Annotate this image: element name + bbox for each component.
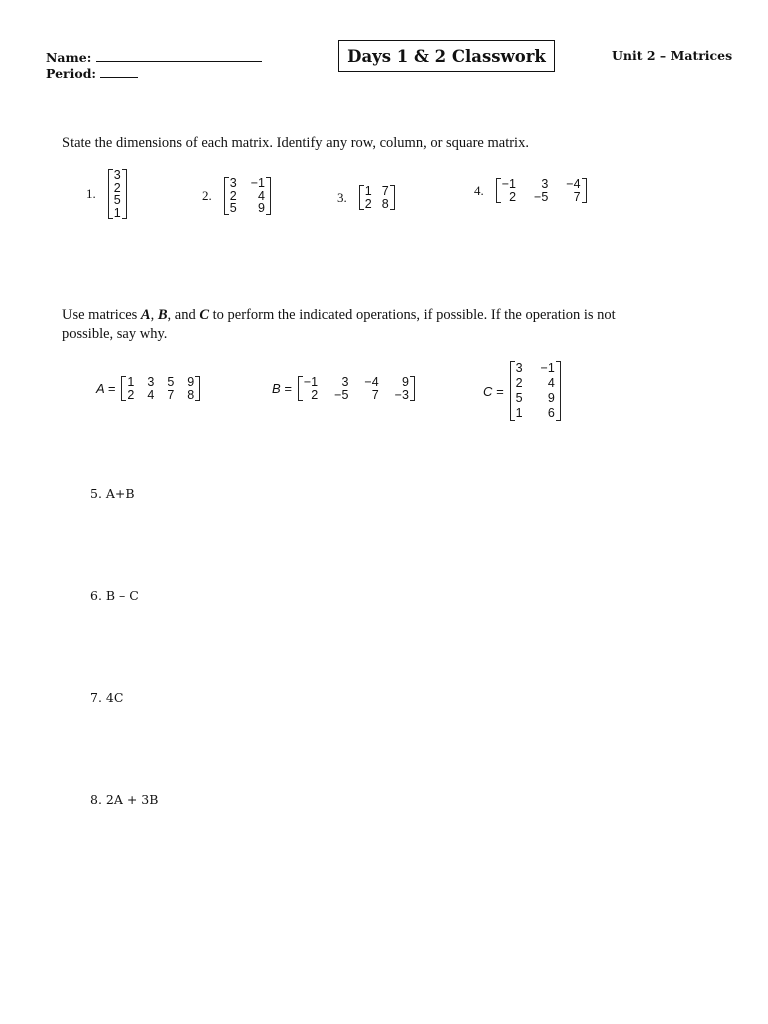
problem-number: 2.: [202, 187, 212, 203]
matrix-cell: 3: [229, 176, 237, 190]
problem-3-matrix: [359, 185, 395, 210]
period-blank-line[interactable]: [100, 67, 138, 78]
matrix-cell: −1: [250, 176, 265, 190]
matrix-cell: 2: [127, 387, 135, 402]
matrix-cell: 2: [364, 196, 372, 211]
matrix-cell: −5: [334, 387, 349, 402]
matrix-c: [483, 361, 561, 421]
problem-3: [337, 185, 395, 210]
matrix-a-grid: [121, 376, 200, 401]
problem-number: 3.: [337, 189, 347, 205]
matrix-cell: −4: [364, 375, 379, 389]
matrix-cell: 9: [258, 201, 265, 215]
matrix-cell: 9: [547, 391, 555, 405]
matrix-cell: 1: [364, 184, 372, 198]
matrix-cell: 3: [541, 177, 549, 191]
matrix-cell: 3: [147, 375, 155, 389]
matrix-label: C =: [483, 383, 504, 399]
unit-label: Unit 2 – Matrices: [612, 48, 733, 63]
matrix-cell: 8: [187, 387, 195, 402]
matrix-label: A =: [96, 381, 116, 396]
matrix-a: [96, 376, 200, 401]
worksheet-title-text: Days 1 & 2 Classwork: [347, 46, 546, 66]
matrix-cell: 5: [229, 201, 237, 215]
matrix-cell: 7: [573, 189, 581, 204]
matrix-cell: 3: [113, 168, 121, 182]
section2-instruction-line1: Use matrices A, B, and C to perform the indicated operations, if possible. If the operation is not: [62, 307, 616, 323]
problem-1: [86, 169, 127, 219]
question-7: 7. 4C: [90, 690, 124, 705]
matrix-cell: 1: [127, 375, 135, 389]
matrix-cell: 4: [147, 387, 155, 402]
matrix-cell: 1: [515, 406, 523, 420]
matrix-cell: −5: [534, 189, 549, 204]
problem-4: [474, 178, 587, 203]
matrix-cell: 4: [547, 376, 555, 390]
matrix-cell: 9: [401, 375, 409, 389]
matrix-cell: −1: [303, 375, 319, 389]
problem-2: [202, 177, 271, 215]
section2-instruction-line2: possible, say why.: [62, 326, 168, 342]
matrix-cell: 7: [371, 387, 379, 402]
period-field: [46, 66, 138, 81]
matrix-cell: 2: [113, 180, 121, 195]
matrix-cell: −1: [540, 361, 555, 375]
matrix-cell: 2: [509, 189, 517, 204]
matrix-cell: −4: [566, 177, 581, 191]
matrix-cell: 4: [258, 188, 265, 203]
period-label: Period:: [46, 66, 97, 81]
matrix-cell: 2: [515, 376, 523, 390]
matrix-cell: 3: [341, 375, 349, 389]
matrix-cell: 9: [187, 375, 195, 389]
matrix-cell: −3: [394, 387, 409, 402]
question-5: 5. A+B: [90, 486, 135, 501]
matrix-b: [272, 376, 415, 401]
problem-2-matrix: [224, 177, 271, 215]
matrix-cell: 1: [113, 205, 121, 220]
matrix-cell: −1: [501, 177, 517, 191]
matrix-cell: 5: [113, 193, 121, 207]
question-6: 6. B – C: [90, 588, 139, 603]
problem-1-matrix: [108, 169, 127, 219]
matrix-cell: 2: [229, 188, 237, 203]
matrix-cell: 3: [515, 361, 523, 375]
worksheet-title: [338, 40, 555, 72]
matrix-cell: 7: [381, 184, 389, 198]
matrix-b-grid: [298, 376, 415, 401]
matrix-cell: 2: [311, 387, 319, 402]
problem-4-matrix: [496, 178, 587, 203]
matrix-cell: 8: [381, 196, 389, 211]
problem-number: 4.: [474, 182, 484, 198]
name-blank-line[interactable]: [96, 51, 262, 62]
name-label: Name:: [46, 50, 92, 65]
question-8: 8. 2A + 3B: [90, 792, 159, 807]
matrix-label: B =: [272, 381, 292, 396]
matrix-cell: 6: [547, 406, 555, 420]
matrix-c-grid: [510, 361, 561, 421]
name-field: [46, 50, 262, 65]
problem-number: 1.: [86, 186, 96, 201]
matrix-cell: 7: [167, 387, 175, 402]
section1-instruction: State the dimensions of each matrix. Identify any row, column, or square matrix.: [62, 135, 529, 151]
matrix-cell: 5: [515, 391, 523, 405]
matrix-cell: 5: [167, 375, 175, 389]
section2-instruction: [62, 306, 616, 344]
